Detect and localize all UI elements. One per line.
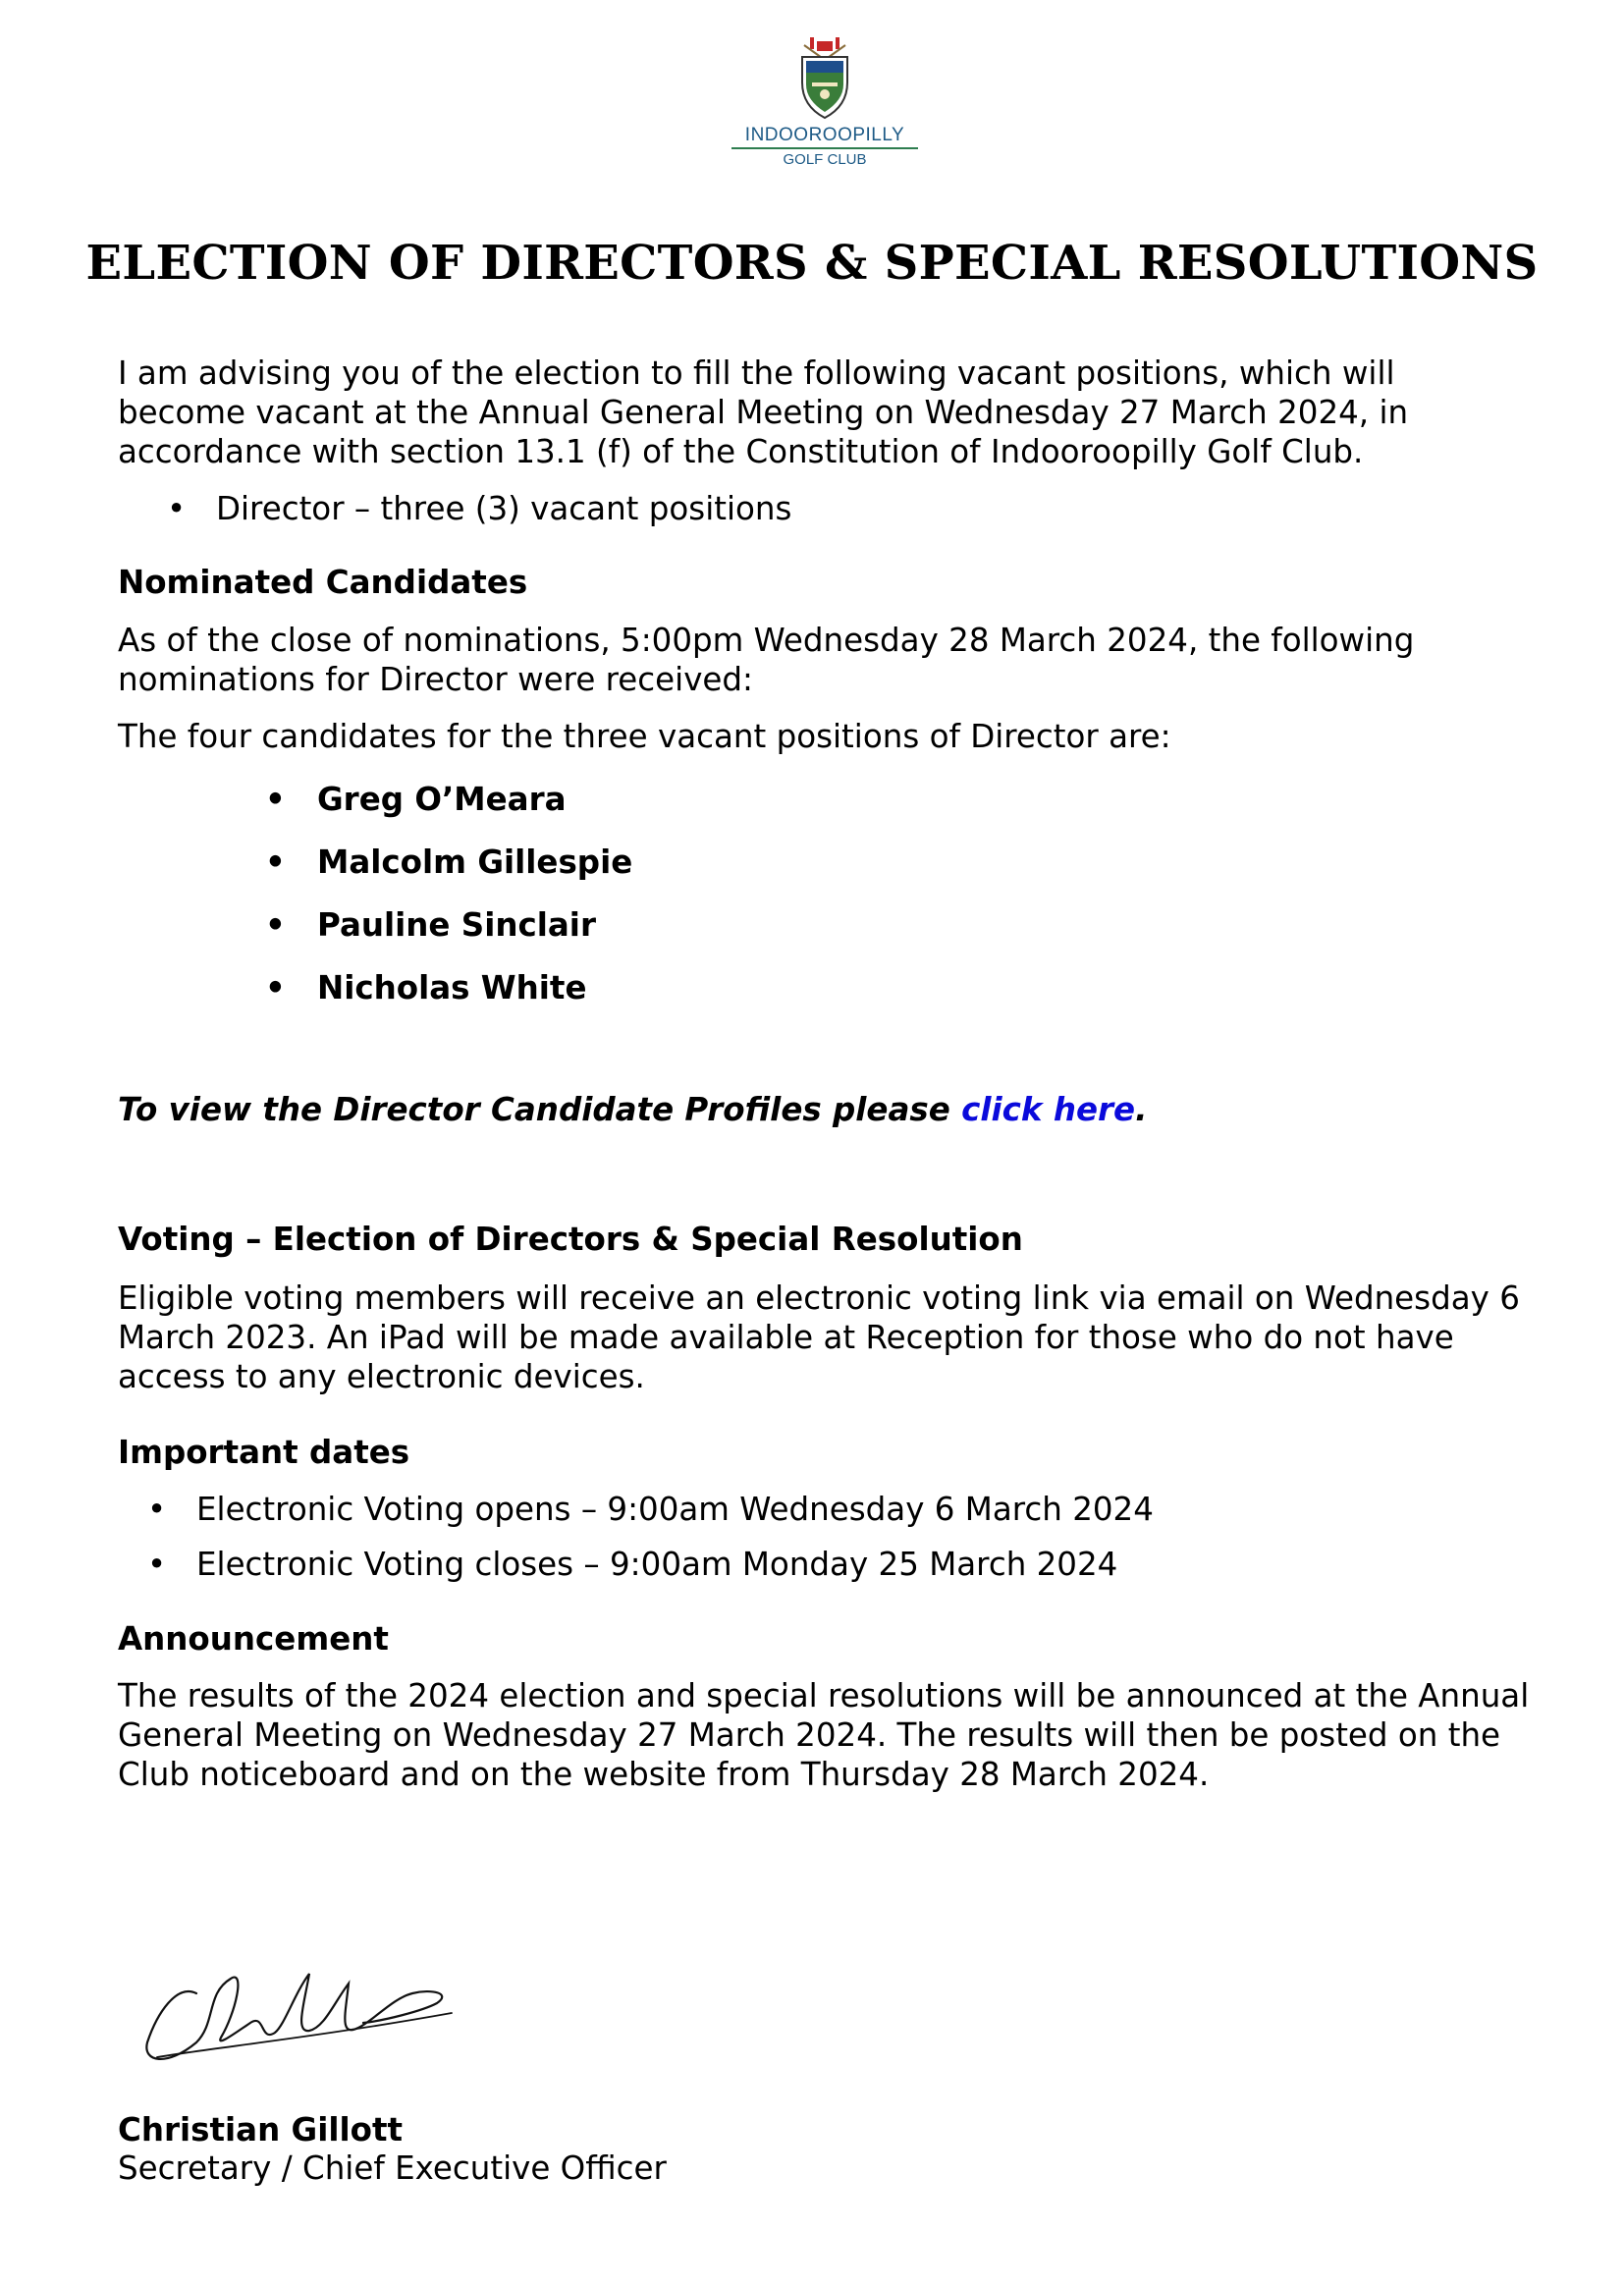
bullet: • — [265, 969, 286, 1006]
club-crest-icon — [790, 35, 859, 120]
signer-role: Secretary / Chief Executive Officer — [118, 2149, 667, 2187]
document-title: ELECTION OF DIRECTORS & SPECIAL RESOLUTIONS — [85, 236, 1539, 291]
profiles-callout — [118, 1090, 1147, 1129]
logo-divider — [731, 147, 918, 149]
nominated-text: As of the close of nominations, 5:00pm Wednesday 28 March 2024, the following nominations for Director were received: — [118, 622, 1415, 698]
bullet: • — [265, 781, 286, 818]
voting-text: Eligible voting members will receive an electronic voting link via email on Wednesday 6 March 2023. An iPad will be made available at Reception for those who do not have access to any electronic devices. — [118, 1279, 1520, 1395]
candidate-name: Greg O’Meara — [317, 781, 567, 818]
candidate-profiles-link[interactable]: click here — [961, 1091, 1136, 1128]
bullet: • — [147, 1546, 167, 1583]
bullet: • — [167, 490, 187, 527]
announcement-heading: Announcement — [118, 1620, 389, 1658]
bullet: • — [265, 843, 286, 881]
logo-club-name: INDOOROOPILLY — [744, 125, 905, 145]
date-text: Electronic Voting closes – 9:00am Monday 25 March 2024 — [196, 1546, 1118, 1583]
club-logo — [727, 35, 923, 183]
signer-name: Christian Gillott — [118, 2111, 404, 2149]
important-dates-heading: Important dates — [118, 1434, 410, 1471]
candidate-name: Nicholas White — [317, 969, 587, 1006]
date-text: Electronic Voting opens – 9:00am Wednesday 6 March 2024 — [196, 1491, 1154, 1528]
nominated-heading: Nominated Candidates — [118, 564, 528, 601]
signature-image — [137, 1954, 471, 2082]
position-text: Director – three (3) vacant positions — [216, 490, 792, 527]
logo-club-subtitle: GOLF CLUB — [783, 151, 867, 168]
candidates-intro: The four candidates for the three vacant positions of Director are: — [118, 718, 1171, 755]
bullet: • — [147, 1491, 167, 1528]
candidate-name: Pauline Sinclair — [317, 906, 596, 944]
intro-paragraph: I am advising you of the election to fill the following vacant positions, which will become vacant at the Annual General Meeting on Wednesday 27 March 2024, in accordance with section 13.1 (f) of the Constitution of Indooroopilly Golf Club. — [118, 354, 1409, 470]
profiles-callout-text: To view the Director Candidate Profiles please — [118, 1091, 962, 1128]
candidate-name: Malcolm Gillespie — [317, 843, 633, 881]
voting-heading: Voting – Election of Directors & Special Resolution — [118, 1221, 1023, 1258]
announcement-text: The results of the 2024 election and special resolutions will be announced at the Annual General Meeting on Wednesday 27 March 2024. The results will then be posted on the Club noticeboard and on the website from Thursday 28 March 2024. — [118, 1677, 1530, 1793]
bullet: • — [265, 906, 286, 944]
profiles-callout-suffix: . — [1135, 1091, 1148, 1128]
